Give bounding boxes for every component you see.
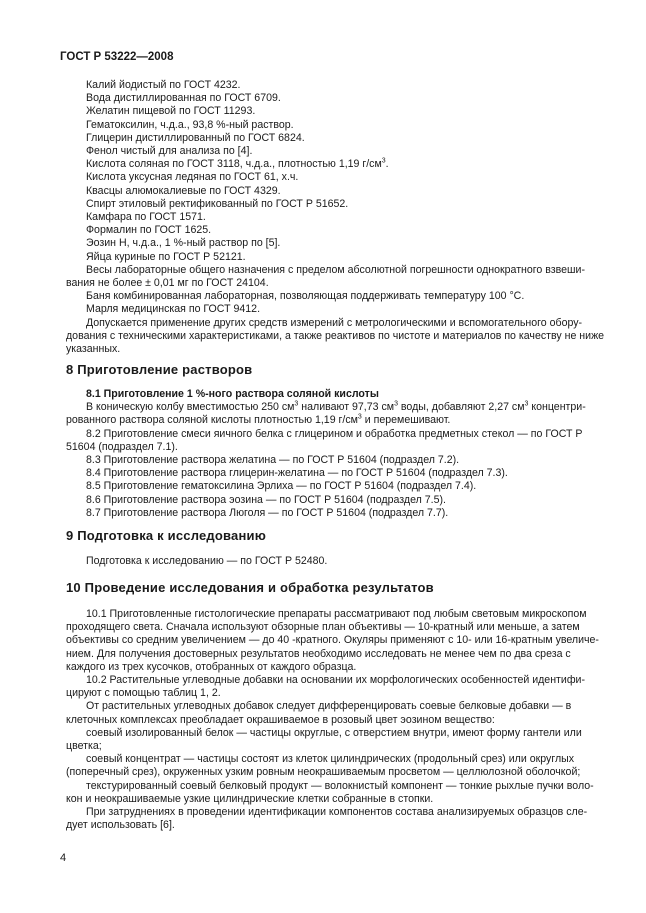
page-number: 4 xyxy=(60,852,67,864)
para-8-1-line-1 xyxy=(86,401,594,414)
superscript: 3 xyxy=(524,400,529,408)
reagent-item: Фенол чистый для анализа по [4]. xyxy=(86,145,253,158)
text: и перемешивают. xyxy=(361,414,451,427)
reagent-item: Спирт этиловый ректификованный по ГОСТ Р 51652. xyxy=(86,197,349,210)
section-10-body xyxy=(66,608,599,832)
para-8-4: 8.4 Приготовление раствора глицерин-желатина — по ГОСТ Р 51604 (подраздел 7.3). xyxy=(86,467,508,480)
section-10-title: 10 Проведение исследования и обработка результатов xyxy=(66,580,434,595)
text: рованного раствора соляной кислоты плотностью 1,19 г/см xyxy=(66,414,358,427)
reagent-item: Калий йодистый по ГОСТ 4232. xyxy=(86,79,241,91)
reagent-item: Желатин пищевой по ГОСТ 11293. xyxy=(86,105,256,118)
para-8-5: 8.5 Приготовление гематоксилина Эрлиха — по ГОСТ Р 51604 (подраздел 7.4). xyxy=(86,480,477,493)
para-10-6-line: кон и неокрашиваемые узкие цилиндрические клетки собранные в стопки. xyxy=(66,792,434,805)
para-9-1: Подготовка к исследованию — по ГОСТ Р 52480. xyxy=(86,555,328,567)
para-10-5-line: (поперечный срез), окруженных узким ровным неокрашиваемым просветом — целлюлозной оболочкой; xyxy=(66,766,581,779)
para-10-3-line: От растительных углеводных добавок следует дифференцировать соевые белковые добавки — в xyxy=(86,700,572,713)
reagent-item: Камфара по ГОСТ 1571. xyxy=(86,211,206,224)
reagent-item: Эозин Н, ч.д.а., 1 %-ный раствор по [5]. xyxy=(86,237,281,250)
para-8-1-line-2 xyxy=(66,414,594,427)
para-8-2-line-2: 51604 (подраздел 7.1). xyxy=(66,440,178,453)
reagents-list xyxy=(66,79,605,356)
para-8-2-line-1: 8.2 Приготовление смеси яичного белка с глицерином и обработка предметных стекол — по ГОСТ Р xyxy=(86,427,583,440)
superscript: 3 xyxy=(294,400,299,408)
section-8-body xyxy=(66,388,594,520)
para-10-1-line: каждого из трех кусочков, отобранных от каждого образца. xyxy=(66,660,357,673)
superscript: 3 xyxy=(394,400,398,408)
allow-line-3: указанных. xyxy=(66,343,121,356)
scales-line-1: Весы лабораторные общего назначения с пределом абсолютной погрешности однократного взвеши- xyxy=(86,263,585,276)
superscript: 3 xyxy=(357,413,362,421)
para-10-1-line: объективы со средним увеличением — до 40 -кратного. Окуляры применяют с 10- или 16-кратным увеличе- xyxy=(66,634,599,647)
reagent-text: Кислота соляная по ГОСТ 3118, ч.д.а., плотностью 1,19 г/см xyxy=(86,158,382,171)
para-10-4-line: цветка; xyxy=(66,740,102,753)
reagent-item: Гематоксилин, ч.д.а., 93,8 %-ный раствор. xyxy=(86,118,294,131)
document-header: ГОСТ Р 53222—2008 xyxy=(60,51,174,63)
para-8-6: 8.6 Приготовление раствора эозина — по ГОСТ Р 51604 (подраздел 7.5). xyxy=(86,493,446,506)
superscript: 3 xyxy=(381,157,386,165)
para-8-7: 8.7 Приготовление раствора Люголя — по ГОСТ Р 51604 (подраздел 7.7). xyxy=(86,506,449,519)
para-10-5-line: соевый концентрат — частицы состоят из клеток цилиндрических (продольный срез) или округлых xyxy=(86,753,575,766)
reagent-item: Формалин по ГОСТ 1625. xyxy=(86,224,212,237)
para-8-3: 8.3 Приготовление раствора желатина — по ГОСТ Р 51604 (подраздел 7.2). xyxy=(86,454,460,467)
allow-line-2: дования с техническими характеристиками, а также реактивов по чистоте и материалов по качеству не ниже xyxy=(66,329,605,342)
section-8-title: 8 Приготовление растворов xyxy=(66,362,253,377)
para-10-1-line: проходящего света. Сначала используют обзорные план объективы — 10-кратный или меньше, а затем xyxy=(66,621,580,634)
para-10-7-line: При затруднениях в проведении идентификации компонентов состава анализируемых образцов сле- xyxy=(86,806,588,819)
section-9-body xyxy=(86,555,594,568)
para-10-4-line: соевый изолированный белок — частицы округлые, с отверстием внутри, имеют форму гантели или xyxy=(86,726,582,739)
allow-line-1: Допускается применение других средств измерений с метрологическими и вспомогательного обору- xyxy=(86,316,583,329)
reagent-item: Вода дистиллированная по ГОСТ 6709. xyxy=(86,92,281,105)
reagent-item: Глицерин дистиллированный по ГОСТ 6824. xyxy=(86,131,305,144)
para-10-2-line: 10.2 Растительные углеводные добавки на основании их морфологических особенностей идентифи- xyxy=(86,674,585,687)
gauze-line: Марля медицинская по ГОСТ 9412. xyxy=(86,303,261,316)
para-10-7-line: дует использовать [6]. xyxy=(66,819,175,832)
section-9-title: 9 Подготовка к исследованию xyxy=(66,528,267,543)
reagent-item: Квасцы алюмокалиевые по ГОСТ 4329. xyxy=(86,184,281,197)
subsection-8-1-title: 8.1 Приготовление 1 %-ного раствора соляной кислоты xyxy=(86,388,379,400)
reagent-item: Кислота уксусная ледяная по ГОСТ 61, х.ч. xyxy=(86,171,299,184)
bath-line: Баня комбинированная лабораторная, позволяющая поддерживать температуру 100 °С. xyxy=(86,290,525,303)
para-10-2-line: цируют с помощью таблиц 1, 2. xyxy=(66,687,221,700)
text: В коническую колбу вместимостью 250 см xyxy=(86,401,295,414)
text: наливают 97,73 см xyxy=(298,401,395,414)
reagent-item: Яйца куриные по ГОСТ Р 52121. xyxy=(86,250,246,263)
para-10-3-line: клеточных комплексах преобладает окрашиваемое в розовый цвет эозином вещество: xyxy=(66,713,495,726)
para-10-6-line: текстурированный соевый белковый продукт — волокнистый компонент — тонкие рыхлые пучки воло- xyxy=(86,779,594,792)
text: концентри- xyxy=(528,401,586,414)
reagent-item: Кислота соляная по ГОСТ 3118, ч.д.а., плотностью 1,19 $г/см^3$. xyxy=(86,157,389,171)
text: воды, добавляют 2,27 см xyxy=(397,401,525,414)
scales-line-2: вания не более ± 0,01 мг по ГОСТ 24104. xyxy=(66,277,269,290)
para-10-1-line: нием. Для получения достоверных результатов необходимо исследовать не менее чем по два среза с xyxy=(66,647,571,660)
para-10-1-line: 10.1 Приготовленные гистологические препараты рассматривают под любым световым микроскопом xyxy=(86,608,587,620)
